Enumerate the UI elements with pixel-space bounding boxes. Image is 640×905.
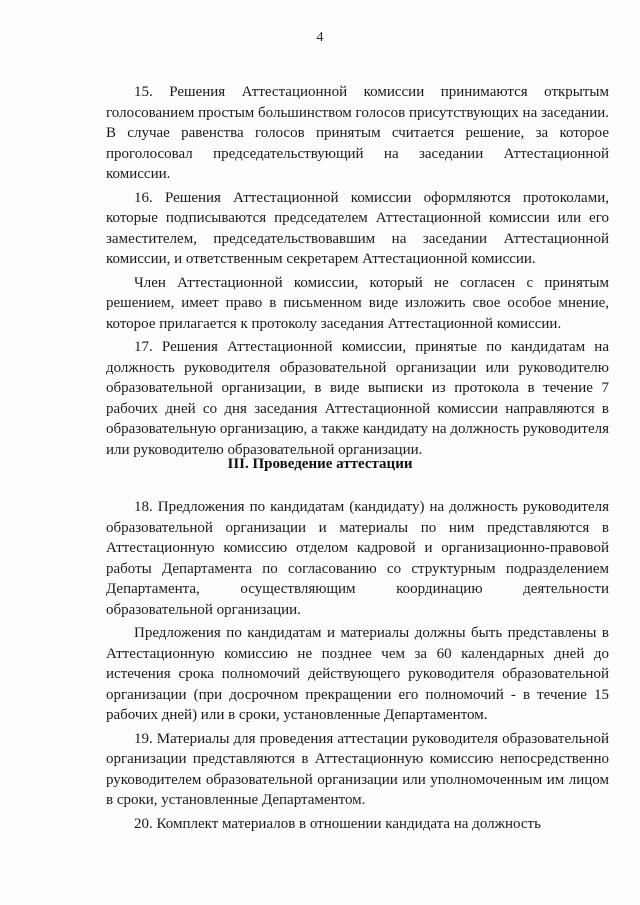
paragraph-19: 19. Материалы для проведения аттестации руководителя образовательной организации представляются в Аттестационную комиссию непосредственно руководителем образовательной организации или уполномоченным им лицом в сроки, установленные Департаментом.: [106, 730, 609, 808]
paragraph-deadline: Предложения по кандидатам и материалы должны быть представлены в Аттестационную комиссию не позднее чем за 60 календарных дней до истечения срока полномочий действующего руководителя образовательной организации (при досрочном прекращении его полномочий - в течение 15 рабочих дней) или в сроки, установленные Департаментом.: [106, 625, 609, 723]
paragraph-15: 15. Решения Аттестационной комиссии принимаются открытым голосованием простым большинством голосов присутствующих на заседании. В случае равенства голосов принятым считается решение, за которое проголосовал председательствующий на заседании Аттестационной комиссии.: [106, 84, 609, 182]
paragraph-18: 18. Предложения по кандидатам (кандидату) на должность руководителя образовательной организации и материалы по ним представляются в Аттестационную комиссию отделом кадровой и организационно-правовой работы Департамента по согласованию со структурным подразделением Департамента, осуществляющим координацию деятельности образовательной организации.: [106, 499, 609, 618]
paragraph-17: 17. Решения Аттестационной комиссии, принятые по кандидатам на должность руководителя образовательной организации или руководителю образовательной организации, в виде выписки из протокола в течение 7 рабочих дней со дня заседания Аттестационной комиссии направляются в образовательную организацию, а также кандидату на должность руководителя или руководителю образовательной организации.: [106, 339, 609, 458]
paragraph-20: 20. Комплект материалов в отношении кандидата на должность: [134, 815, 541, 832]
section-heading: III. Проведение аттестации: [227, 456, 413, 472]
section-three-block: [106, 497, 609, 834]
page-number: 4: [316, 30, 324, 45]
paragraph-16: 16. Решения Аттестационной комиссии оформляются протоколами, которые подписываются председателем Аттестационной комиссии или его заместителем, председательствовавшим на заседании Аттестационной комиссии, и ответственным секретарем Аттестационной комиссии.: [106, 189, 609, 267]
section-two-rules-block: [106, 82, 609, 460]
paragraph-dissent: Член Аттестационной комиссии, который не согласен с принятым решением, имеет право в письменном виде изложить свое особое мнение, которое прилагается к протоколу заседания Аттестационной комиссии.: [106, 274, 609, 332]
